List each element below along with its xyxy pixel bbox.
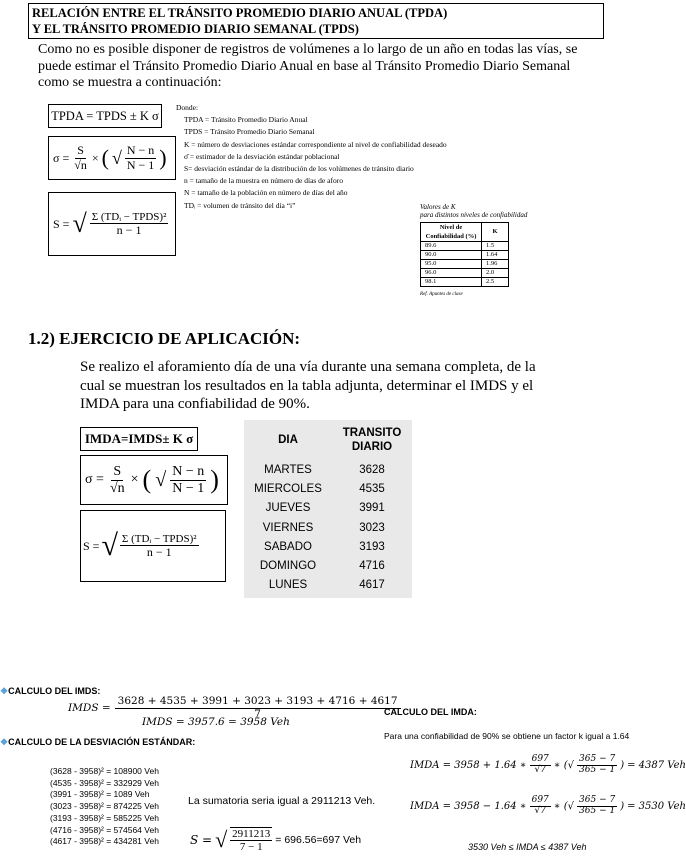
intro-line-1: Como no es posible disponer de registros de volúmenes a lo largo de un año en todas las vías, se <box>38 42 578 57</box>
k-level-cell: 96.0 <box>421 269 482 278</box>
table-row: SABADO 3193 <box>264 540 385 553</box>
definition-item: TPDS = Tránsito Promedio Diario Semanal <box>184 127 315 137</box>
k-value-cell: 1.96 <box>482 260 509 269</box>
k-value-cell: 2.5 <box>482 278 509 287</box>
k-level-cell: 98.1 <box>421 278 482 287</box>
table-row: JUEVES 3991 <box>265 502 385 515</box>
exercise-line-2: cual se muestran los resultados en la tabla adjunta, determinar el IMDS y el <box>80 377 534 394</box>
definitions-block <box>176 102 447 212</box>
k-value-cell: 1.64 <box>482 251 509 260</box>
s-result-equation: S = √ $\frac{2911213}{7 - 1}$ = 696.56=697 Veh <box>190 827 362 854</box>
sigma-formula-2: σ = $\frac{S}{√n}$ × ( √ $\frac{N - n}{N - 1}$ ) <box>80 455 228 505</box>
sigma-fraction-2: $\frac{S}{√n}$ <box>109 464 125 496</box>
header-dia: DIA <box>278 434 298 446</box>
k-level-cell: 90.0 <box>421 251 482 260</box>
bullet-icon: ❖ <box>0 737 9 747</box>
imda-range: 3530 Veh ≤ IMDA ≤ 4387 Veh <box>468 842 587 852</box>
deviation-line: (4535 - 3958)² = 332929 Veh <box>50 777 159 788</box>
deviation-line: (4617 - 3958)² = 434281 Veh <box>50 836 159 847</box>
table-row: VIERNES 3023 <box>262 521 385 534</box>
donde-heading: Donde: <box>176 103 199 112</box>
s-formula: S = √ $\frac{\text{Σ (TDᵢ − TPDS)²}}{n - 1}$ <box>48 192 176 256</box>
intro-paragraph <box>38 42 658 92</box>
table-row: MARTES 3628 <box>264 463 385 476</box>
deviation-line: (3991 - 3958)² = 1089 Veh <box>50 789 150 800</box>
imda-formula: IMDA=IMDS± K σ <box>80 427 198 451</box>
s-fraction: $\frac{\text{Σ (TDᵢ − TPDS)²}}{n - 1}$ <box>91 210 167 237</box>
desv-heading: ❖CALCULO DE LA DESVIACIÓN ESTÁNDAR: <box>0 737 196 747</box>
exercise-line-3: IMDA para una confiabilidad de 90%. <box>80 396 310 412</box>
section-heading: 1.2) EJERCICIO DE APLICACIÓN: <box>28 329 301 348</box>
k-value-cell: 2.0 <box>482 269 509 278</box>
deviation-list <box>50 766 159 848</box>
intro-line-3: como se muestra a continuación: <box>38 75 222 90</box>
imda-plus-equation: IMDA = 3958 + 1.64 ∗ $\frac{697}{√7}$ ∗ (√ $\frac{365 - 7}{365 - 1}$ ) = 4387 Veh <box>410 754 686 775</box>
k-table-caption-1: Valores de K <box>420 203 456 211</box>
k-values-table <box>420 203 527 297</box>
s-formula-2: S = √ $\frac{\text{Σ (TDᵢ − TPDS)²}}{n - 1}$ <box>80 510 226 582</box>
title-line-1: RELACIÓN ENTRE EL TRÁNSITO PROMEDIO DIARIO ANUAL (TPDA) <box>32 6 448 20</box>
imda-minus-equation: IMDA = 3958 − 1.64 ∗ $\frac{697}{√7}$ ∗ (√ $\frac{365 - 7}{365 - 1}$ ) = 3530 Veh <box>410 795 686 816</box>
bullet-icon: ❖ <box>0 686 9 696</box>
k-level-cell: 95.0 <box>421 260 482 269</box>
deviation-line: (4716 - 3958)² = 574564 Veh <box>50 824 159 835</box>
header-transito: TRANSITO DIARIO <box>342 427 402 453</box>
exercise-line-1: Se realizo el aforamiento día de una vía durante una semana completa, de la <box>80 359 536 375</box>
fpc-fraction-2: $\frac{N - n}{N - 1}$ <box>172 464 205 496</box>
imds-heading: ❖CALCULO DEL IMDS: <box>0 686 101 696</box>
k-table <box>420 222 509 287</box>
tpda-formula: TPDA = TPDS ± K σ <box>48 104 162 128</box>
imds-equation: IMDS = $\frac{3628 + 4535 + 3991 + 3023 + 3193 + 4716 + 4617}{7}$ <box>68 696 401 720</box>
exercise-paragraph <box>80 358 536 414</box>
traffic-table-header <box>244 420 412 460</box>
title-box <box>28 3 604 39</box>
definition-item: N = tamaño de la población en número de días del año <box>184 188 348 198</box>
definition-item: TPDA = Tránsito Promedio Diario Anual <box>184 115 308 125</box>
k-value-cell: 1.5 <box>482 242 509 251</box>
fpc-fraction: $\frac{N - n}{N - 1}$ <box>126 143 155 172</box>
s-fraction-2: $\frac{\text{Σ (TDᵢ − TPDS)²}}{n - 1}$ <box>121 532 197 559</box>
deviation-line: (3193 - 3958)² = 585225 Veh <box>50 812 159 823</box>
definitions-list <box>176 114 447 212</box>
table-row: DOMINGO 4716 <box>259 560 385 573</box>
imda-heading: CALCULO DEL IMDA: <box>384 707 477 717</box>
traffic-table <box>244 420 412 598</box>
imda-text: Para una confiabilidad de 90% se obtiene un factor k igual a 1.64 <box>384 731 630 741</box>
definition-item: n = tamaño de la muestra en número de días de aforo <box>184 176 343 186</box>
sigma-fraction: $\frac{S}{√n}$ <box>74 143 87 172</box>
k-table-caption-2: para distintos niveles de confiabilidad <box>420 211 528 219</box>
title-line-2: Y EL TRÁNSITO PROMEDIO DIARIO SEMANAL (TPDS) <box>32 22 359 36</box>
intro-line-2: puede estimar el Tránsito Promedio Diario Anual en base al Tránsito Promedio Diario Semanal <box>38 58 571 74</box>
definition-item: TDᵢ = volumen de tránsito del día “i” <box>184 200 296 210</box>
definition-item: K = número de desviaciones estándar correspondiente al nivel de confiabilidad deseado <box>184 139 447 149</box>
k-table-header-level: Nivel de Confiabilidad (%) <box>421 223 482 242</box>
deviation-line: (3023 - 3958)² = 874225 Veh <box>50 801 159 812</box>
definition-item: S= desviación estándar de la distribución de los volúmenes de tránsito diario <box>184 164 414 174</box>
imds-result: IMDS = 3957.6 = 3958 Veh <box>142 716 290 728</box>
table-row: LUNES 4617 <box>268 579 385 592</box>
definition-item: σ̂ = estimador de la desviación estándar poblacional <box>184 151 340 161</box>
sigma-formula: σ = $\frac{S}{√n}$ × ( √ $\frac{N - n}{N - 1}$ ) <box>48 136 176 180</box>
imds-fraction: $\frac{3628 + 4535 + 3991 + 3023 + 3193 + 4716 + 4617}{7}$ <box>115 696 401 720</box>
s-result-fraction: $\frac{2911213}{7 - 1}$ <box>232 828 271 854</box>
sum-text: La sumatoria seria igual a 2911213 Veh. <box>188 795 376 807</box>
deviation-line: (3628 - 3958)² = 108900 Veh <box>50 766 159 776</box>
k-table-ref: Ref. Apuntes de clase <box>420 292 463 297</box>
k-table-header-k: K <box>482 223 509 242</box>
table-row: MIERCOLES 4535 <box>254 482 385 495</box>
k-level-cell: 89.6 <box>421 242 482 251</box>
